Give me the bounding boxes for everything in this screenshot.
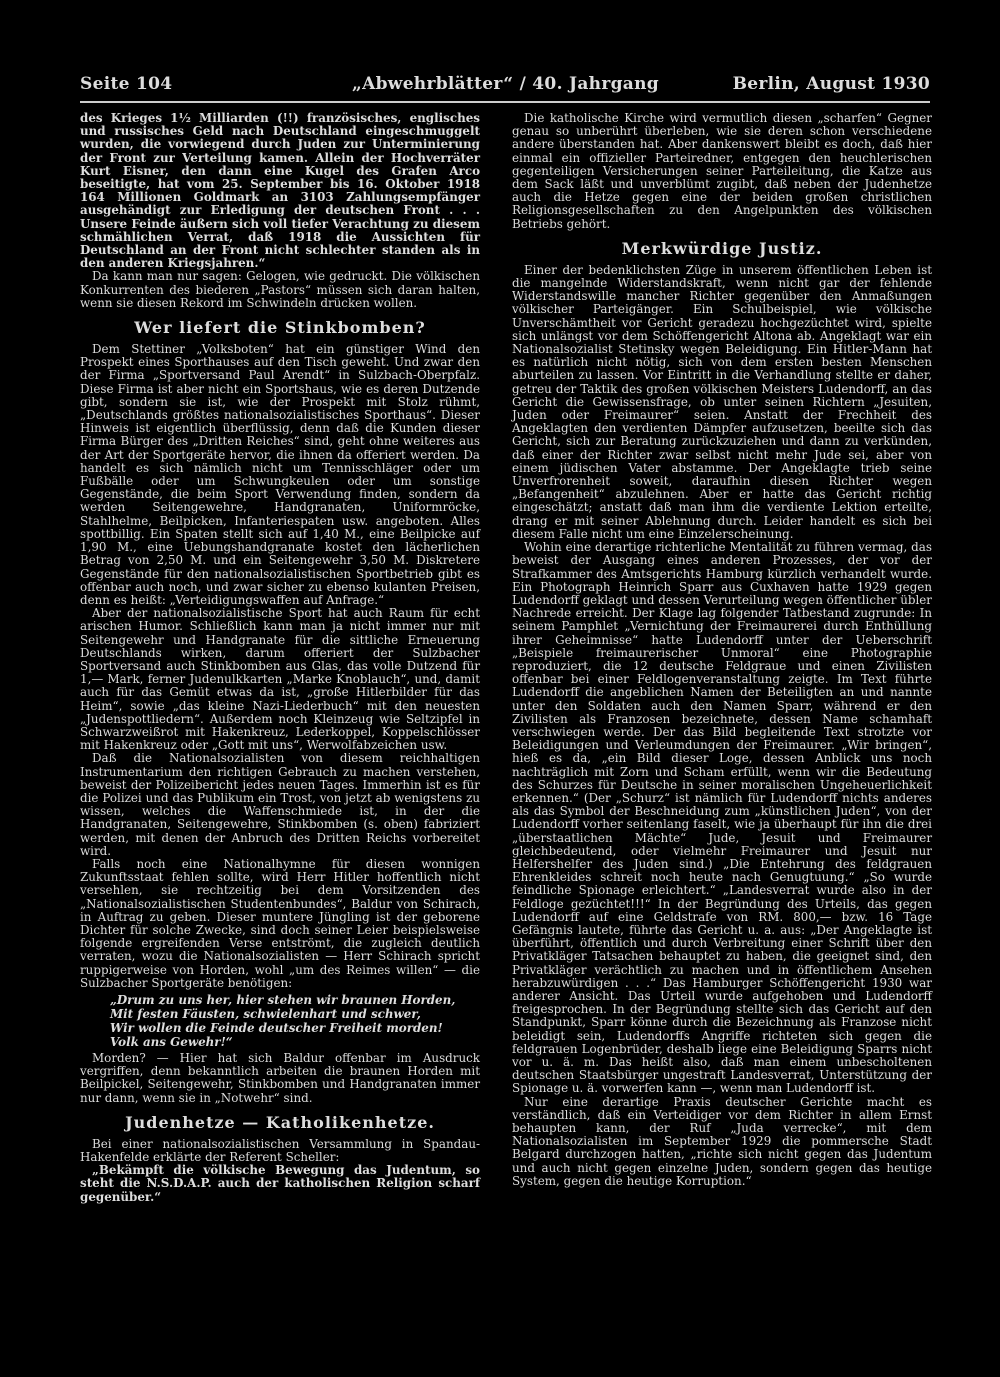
article-paragraph: Nur eine derartige Praxis deutscher Gerichte macht es verständlich, daß ein Verteidiger vor dem Richter in allem Ernst behaupten kann, der Ruf „Juda verrecke“, mit dem Nationalsozialisten im September 1929 die pommersche Stadt Belgard durchzogen hatten, „richte sich nicht gegen das Judentum und auch nicht gegen einzelne Juden, sondern gegen das heutige System, gegen die heutige Korruption.“ bbox=[512, 1094, 932, 1188]
poem-line: „Drum zu uns her, hier stehen wir braunen Horden, bbox=[110, 993, 456, 1007]
page-number: Seite 104 bbox=[80, 74, 173, 94]
article-paragraph: Da kann man nur sagen: Gelogen, wie gedruckt. Die völkischen Konkurrenten des biederen „Pastors“ müssen sich daran halten, wenn sie diesen Rekord im Schwindeln drücken wollen. bbox=[80, 269, 480, 310]
headline-judenhetze: Judenhetze — Katholikenhetze. bbox=[125, 1112, 435, 1132]
quote-paragraph: „Bekämpft die völkische Bewegung das Judentum, so steht die N.S.D.A.P. auch der katholischen Religion scharf gegenüber.“ bbox=[80, 1163, 480, 1204]
right-column bbox=[512, 112, 932, 1188]
headline-justiz: Merkwürdige Justiz. bbox=[621, 238, 823, 258]
article-paragraph: Dem Stettiner „Volksboten“ hat ein günstiger Wind den Prospekt eines Sporthauses auf den Tisch geweht. Und zwar den der Firma „Sportversand Paul Arendt“ in Sulzbach-Oberpfalz. Diese Firma ist aber nicht ein Sportshaus, wie es deren Dutzende gibt, sondern sie ist, wie der Prospekt mit Stolz rühmt, „Deutschlands größtes nationalsozialistisches Sporthaus“. Dieser Hinweis ist eigentlich überflüssig, denn daß die Kunden dieser Firma Bürger des „Dritten Reiches“ sind, geht ohne weiteres aus der Art der Sportgeräte hervor, die ihnen da offeriert werden. Da handelt es sich nämlich nicht um Tennisschläger oder um Fußbälle oder um Schwungkeulen oder um sonstige Gegenstände, die beim Sport Verwendung finden, sondern da werden Seitengewehre, Handgranaten, Uniformröcke, Stahlhelme, Beilpicken, Infanteriespaten usw. angeboten. Alles spottbillig. Ein Spaten stellt sich auf 1,40 M., eine Beilpicke auf 1,90 M., eine Uebungshandgranate kostet den lächerlichen Betrag von 2,50 M. und ein Seitengewehr 3,50 M. Diskretere Gegenstände für den nationalsozialistischen Sportbetrieb gibt es offenbar auch noch, und zwar sicher zu ebenso kulanten Preisen, denn es heißt: „Verteidigungswaffen auf Anfrage.“ bbox=[80, 342, 480, 607]
article-paragraph: Daß die Nationalsozialisten von diesem reichhaltigen Instrumentarium den richtigen Gebrauch zu machen verstehen, beweist der Polizeibericht jedes neuen Tages. Immerhin ist es für die Polizei und das Publikum ein Trost, von jetzt ab wenigstens zu wissen, welches die Waffenschmiede ist, in der die Handgranaten, Seitengewehre, Stinkbomben (s. oben) fabriziert werden, mit denen der Anbruch des Dritten Reichs vorbereitet wird. bbox=[80, 751, 480, 858]
page-header bbox=[80, 74, 930, 100]
header-rule bbox=[80, 101, 930, 103]
article-paragraph: Die katholische Kirche wird vermutlich diesen „scharfen“ Gegner genau so unberührt überleben, wie sie deren schon verschiedene andere überstanden hat. Aber dankenswert bleibt es doch, daß hier einmal ein offizieller Parteiredner, entgegen den heuchlerischen gegenteiligen Versicherungen seiner Parteileitung, die Katze aus dem Sack läßt und unverblümt zugibt, daß neben der Judenhetze auch die Hetze gegen eine der beiden großen christlichen Religionsgesellschaften zu den Angelpunkten des völkischen Betriebs gehört. bbox=[512, 111, 932, 231]
place-and-date: Berlin, August 1930 bbox=[732, 74, 930, 94]
article-paragraph: Einer der bedenklichsten Züge in unserem öffentlichen Leben ist die mangelnde Widerstandskraft, wenn nicht gar der fehlende Widerstandswille mancher Richter gegenüber den Anmaßungen völkischer Parteigänger. Ein Schulbeispiel, wie völkische Unverschämtheit vor Gericht geradezu hochgezüchtet wird, spielte sich unlängst vor dem Schöffengericht Altona ab. Angeklagt war ein Nationalsozialist Stetinsky wegen Beleidigung. Ein Hitler-Mann hat es natürlich nicht nötig, sich von dem ersten besten Menschen aburteilen zu lassen. Vor Eintritt in die Verhandlung stellte er daher, getreu der Taktik des großen völkischen Meisters Ludendorff, an das Gericht die Gewissensfrage, ob unter seinen Richtern „Jesuiten, Juden oder Freimaurer“ seien. Anstatt der Frechheit des Angeklagten den verdienten Dämpfer aufzusetzen, beeilte sich das Gericht, sich zur Beratung zurückzuziehen und dann zu verkünden, daß einer der Richter zwar selbst nicht mehr Jude sei, aber von einem jüdischen Vater abstamme. Der Angeklagte trieb seine Unverfrorenheit soweit, daraufhin diesen Richter wegen „Befangenheit“ abzulehnen. Aber er hatte das Gericht richtig eingeschätzt; anstatt daß man ihm die verdiente Lektion erteilte, drang er mit seiner Ablehnung durch. Leider handelt es sich bei diesem Falle nicht um eine Einzelerscheinung. bbox=[512, 262, 932, 541]
poem-line: Mit festen Fäusten, schwielenhart und schwer, bbox=[110, 1007, 421, 1021]
poem-line: Wir wollen die Feinde deutscher Freiheit morden! bbox=[110, 1021, 443, 1035]
article-paragraph: Morden? — Hier hat sich Baldur offenbar im Ausdruck vergriffen, denn bekanntlich arbeiten die braunen Horden mit Beilpickel, Seitengewehr, Stinkbomben und Handgranaten immer nur dann, wenn sie in „Notwehr“ sind. bbox=[80, 1051, 480, 1105]
article-paragraph: Wohin eine derartige richterliche Mentalität zu führen vermag, das beweist der Ausgang eines anderen Prozesses, der vor der Strafkammer des Amtsgerichts Hamburg kürzlich verhandelt wurde. Ein Photograph Heinrich Sparr aus Cuxhaven hatte 1929 gegen Ludendorff geklagt und dessen Verurteilung wegen öffentlicher übler Nachrede erreicht. Der Klage lag folgender Tatbestand zugrunde: In seinem Pamphlet „Vernichtung der Freimaurerei durch Enthüllung ihrer Geheimnisse“ hatte Ludendorff unter der Ueberschrift „Beispiele freimaurerischer Unmoral“ eine Photographie reproduziert, die 12 deutsche Feldgraue und einen Zivilisten offenbar bei einer Feldlogenveranstaltung zeigte. Im Text führte Ludendorff die angeblichen Namen der Beteiligten an und nannte unter den Soldaten auch den Namen Sparr, während er den Zivilisten als Franzosen bezeichnete, dessen Name schamhaft verschwiegen werde. Der das Bild begleitende Text strotzte vor Beleidigungen und Verleumdungen der Freimaurer. „Wir bringen“, hieß es da, „ein Bild dieser Loge, dessen Anblick uns noch nachträglich mit Zorn und Scham erfüllt, wenn wir die Bedeutung des Schurzes für Deutsche in seiner moralischen Ungeheuerlichkeit erkennen.“ (Der „Schurz“ ist nämlich für Ludendorff nichts anderes als das Symbol der Beschneidung zum „künstlichen Juden“, von der Ludendorff vorher seitenlang faselt, wie ja überhaupt für ihn die drei „überstaatlichen Mächte“ Jude, Jesuit und Freimaurer gleichbedeutend, oder vielmehr Freimaurer und Jesuit nur Helfershelfer des Juden sind.) „Die Entehrung des feldgrauen Ehrenkleides schreit noch heute nach Genugtuung.“ „So wurde feindliche Spionage erleichtert.“ „Landesverrat wurde also in der Feldloge gezüchtet!!!“ In der Begründung des Urteils, das gegen Ludendorff auf eine Geldstrafe von RM. 800,— bzw. 16 Tage Gefängnis lautete, führte das Gericht u. a. aus: „Der Angeklagte ist überführt, öffentlich und durch Verbreitung einer Schrift über den Privatkläger Tatsachen behauptet zu haben, die geeignet sind, den Privatkläger verächtlich zu machen und in öffentlichem Ansehen herabzuwürdigen . . .“ Das Hamburger Schöffengericht 1930 war anderer Ansicht. Das Urteil wurde aufgehoben und Ludendorff freigesprochen. In der Begründung stellte sich das Gericht auf den Standpunkt, Sparr könne durch die Bezeichnung als Franzose nicht beleidigt sein, Ludendorffs Angriffe richteten sich gegen die feldgrauen Logenbrüder, deshalb liege eine Beleidigung Sparrs nicht vor u. ä. m. Das heißt also, daß man einem unbescholtenen deutschen Staatsbürger ungestraft Landesverrat, Unterstützung der Spionage u. ä. vorwerfen kann —, wenn man Ludendorff ist. bbox=[512, 540, 932, 1096]
article-paragraph: Falls noch eine Nationalhymne für diesen wonnigen Zukunftsstaat fehlen sollte, wird Herr Hitler hoffentlich nicht versehlen, sie rechtzeitig bei dem Vorsitzenden des „Nationalsozialistischen Studentenbundes“, Baldur von Schirach, in Auftrag zu geben. Dieser muntere Jüngling ist der geborene Dichter für solche Zwecke, sind doch seiner Leier beispielsweise folgende ergreifenden Verse entströmt, die zugleich deutlich verraten, wozu die Nationalsozialisten — Herr Schirach spricht ruppigerweise von Horden, wohl „um des Reimes willen“ — die Sulzbacher Sportgeräte benötigen: bbox=[80, 856, 480, 990]
article-paragraph: Bei einer nationalsozialistischen Versammlung in Spandau-Hakenfelde erklärte der Referent Scheller: bbox=[80, 1136, 480, 1165]
left-column bbox=[80, 112, 480, 1204]
headline-stinkbomben: Wer liefert die Stinkbomben? bbox=[134, 318, 426, 338]
poem-quote bbox=[80, 993, 480, 1049]
publication-title: „Abwehrblätter“ / 40. Jahrgang bbox=[352, 74, 659, 94]
poem-line: Volk ans Gewehr!“ bbox=[110, 1035, 233, 1049]
article-continuation: des Krieges 1½ Milliarden (!!) französisches, englisches und russisches Geld nach Deutschland eingeschmuggelt wurden, die vorwiegend durch Juden zur Unterminierung der Front zur Verteilung kamen. Allein der Hochverräter Kurt Eisner, den dann eine Kugel des Grafen Arco beseitigte, hat vom 25. September bis 16. Oktober 1918 164 Millionen Goldmark an 3103 Zahlungsempfänger ausgehändigt zur Erledigung der deutschen Front . . . Unsere Feinde äußern sich voll tiefer Verachtung zu diesem schmählichen Verrat, daß 1918 die Aussichten für Deutschland an der Front nicht schlechter standen als in den anderen Kriegsjahren.“ bbox=[80, 111, 480, 271]
article-paragraph: Aber der nationalsozialistische Sport hat auch Raum für echt arischen Humor. Schließlich kann man ja nicht immer nur mit Seitengewehr und Handgranate für die sittliche Erneuerung Deutschlands wirken, darum offeriert der Sulzbacher Sportversand auch Stinkbomben aus Glas, das volle Dutzend für 1,— Mark, ferner Judenulkkarten „Marke Knoblauch“, und, damit auch für das Gemüt etwas da ist, „große Hitlerbilder für das Heim“, sowie „das kleine Nazi-Liederbuch“ mit den neuesten „Judenspottliedern“. Außerdem noch Kleinzeug wie Seltzipfel in Schwarzweißrot mit Hakenkreuz, Lederkoppel, Koppelschlösser mit Hakenkreuz oder „Gott mit uns“, Werwolfabzeichen usw. bbox=[80, 606, 480, 753]
